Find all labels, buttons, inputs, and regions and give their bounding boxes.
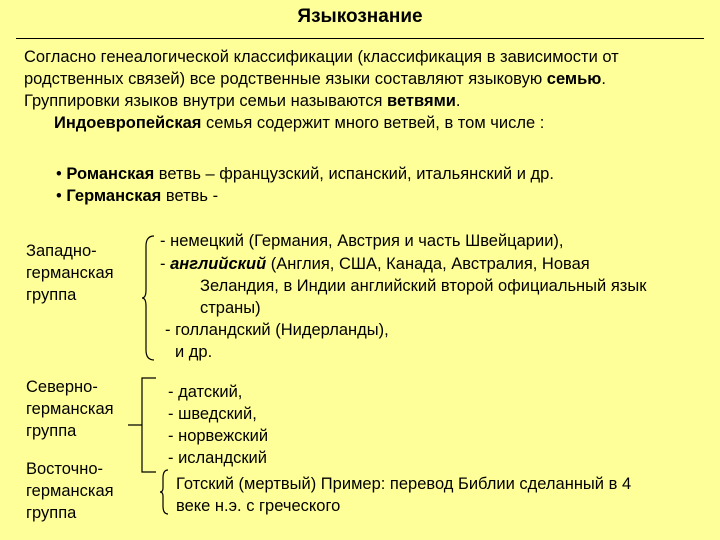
page-title: Языкознание (297, 6, 423, 27)
bullet: • (56, 165, 62, 183)
intro-line-4: Индоевропейская семья содержит много ветвей, в том числе : (54, 114, 545, 132)
north-item-norwegian: - норвежский (168, 427, 269, 445)
west-item-dutch: - голландский (Нидерланды), (165, 321, 389, 339)
west-item-german: - немецкий (Германия, Австрия и часть Швейцарии), (160, 232, 564, 250)
north-group-brace (128, 378, 158, 472)
intro-line-1: Согласно генеалогической классификации (классификация в зависимости от (24, 48, 619, 66)
east-item-gothic-cont: веке н.э. с греческого (176, 497, 341, 515)
west-group-brace (142, 236, 156, 360)
title-underline (16, 38, 704, 39)
term-indo-european: Индоевропейская (54, 114, 202, 132)
bullet: • (56, 187, 62, 205)
north-germanic-label: Северно- германская группа (26, 378, 114, 440)
west-item-english-cont-2: страны) (200, 299, 261, 317)
intro-line-3: Группировки языков внутри семьи называются ветвями. (24, 92, 461, 110)
branch-romance: • Романская ветвь – французский, испанский, итальянский и др. (56, 165, 554, 183)
west-item-etc: и др. (175, 343, 213, 361)
term-family: семью (546, 70, 602, 88)
west-item-english: - английский (Англия, США, Канада, Австралия, Новая (160, 255, 590, 273)
west-germanic-label: Западно- германская группа (26, 242, 114, 304)
east-item-gothic: Готский (мертвый) Пример: перевод Библии сделанный в 4 (176, 475, 632, 493)
east-germanic-label: Восточно- германская группа (26, 460, 114, 522)
north-item-danish: - датский, (168, 383, 243, 401)
term-branches: ветвями (387, 92, 456, 110)
intro-line-2: родственных связей) все родственные языки составляют языковую семью. (24, 70, 606, 88)
north-item-swedish: - шведский, (168, 405, 257, 423)
east-group-brace (160, 470, 170, 514)
west-item-english-cont-1: Зеландия, в Индии английский второй официальный язык (200, 277, 647, 295)
branch-germanic: • Германская ветвь - (56, 187, 219, 205)
north-item-icelandic: - исландский (168, 449, 267, 467)
